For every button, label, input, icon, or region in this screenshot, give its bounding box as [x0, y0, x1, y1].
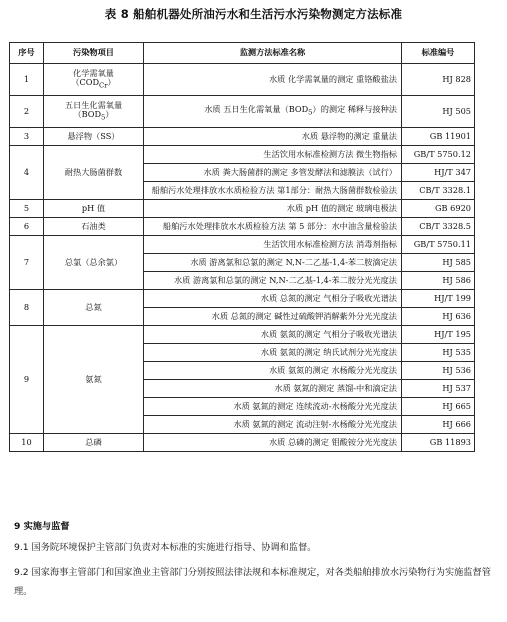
cell-no: 5 [10, 200, 44, 218]
cell-method: 船舶污水处理排放水水质检验方法 第 5 部分：水中油含量检验法 [144, 218, 402, 236]
cell-pollutant: 化学需氧量 $(COD_{Cr})$ [44, 64, 144, 96]
cell-pollutant: 五日生化需氧量 $(BOD_5)$ [44, 96, 144, 128]
cell-code: HJ/T 199 [402, 290, 475, 308]
cell-method: 水质 总氮的测定 碱性过硫酸钾消解紫外分光光度法 [144, 308, 402, 326]
cell-code: HJ 537 [402, 380, 475, 398]
table-row [10, 290, 475, 308]
cell-code: HJ 666 [402, 416, 475, 434]
header-code: 标准编号 [402, 43, 475, 64]
cell-code: HJ 828 [402, 64, 475, 96]
table-row [10, 434, 475, 452]
clause-9-2: 9.2 国家海事主管部门和国家渔业主管部门分别按照法律法规和本标准规定，对各类船舶排放水污染物行为实施监督管理。 [14, 567, 491, 597]
cell-no: 2 [10, 96, 44, 128]
section-9-heading: 9 实施与监督 [14, 521, 70, 532]
cell-method: 水质 游离氯和总氯的测定 N,N-二乙基-1,4-苯二胺分光光度法 [144, 272, 402, 290]
table-row [10, 236, 475, 254]
cell-method: 水质 氨氮的测定 水杨酸分光光度法 [144, 362, 402, 380]
cell-code: GB 6920 [402, 200, 475, 218]
cell-no: 1 [10, 64, 44, 96]
cell-method: 水质 氨氮的测定 蒸馏-中和滴定法 [144, 380, 402, 398]
cell-method: 水质 总氮的测定 气相分子吸收光谱法 [144, 290, 402, 308]
cell-code: HJ/T 347 [402, 164, 475, 182]
cell-code: HJ 665 [402, 398, 475, 416]
cell-pollutant: 总氮 [44, 290, 144, 326]
cell-code: HJ 586 [402, 272, 475, 290]
cell-method: 水质 悬浮物的测定 重量法 [144, 128, 402, 146]
standards-table [9, 42, 475, 452]
cell-code: CB/T 3328.5 [402, 218, 475, 236]
cell-code: HJ 536 [402, 362, 475, 380]
cell-code: HJ 505 [402, 96, 475, 128]
table-row [10, 128, 475, 146]
cell-method: 水质 pH 值的测定 玻璃电极法 [144, 200, 402, 218]
cell-code: HJ/T 195 [402, 326, 475, 344]
cell-code: HJ 585 [402, 254, 475, 272]
cell-pollutant: 悬浮物（SS） [44, 128, 144, 146]
table-header-row [10, 43, 475, 64]
table-row [10, 326, 475, 344]
cell-method: 水质 游离氯和总氯的测定 N,N-二乙基-1,4-苯二胺滴定法 [144, 254, 402, 272]
cell-method: 水质 总磷的测定 钼酸铵分光光度法 [144, 434, 402, 452]
table-title: 表 8 船舶机器处所油污水和生活污水污染物测定方法标准 [104, 7, 403, 21]
cell-no: 7 [10, 236, 44, 290]
cell-code: CB/T 3328.1 [402, 182, 475, 200]
cell-code: GB/T 5750.11 [402, 236, 475, 254]
cell-no: 9 [10, 326, 44, 434]
table-row [10, 96, 475, 128]
clause-9-1: 9.1 国务院环境保护主管部门负责对本标准的实施进行指导、协调和监督。 [14, 542, 317, 553]
table-row [10, 200, 475, 218]
table-row [10, 64, 475, 96]
cell-no: 8 [10, 290, 44, 326]
cell-method: 水质 氨氮的测定 气相分子吸收光谱法 [144, 326, 402, 344]
cell-method: 水质 五日生化需氧量$(BOD_5)$的测定 稀释与接种法 [144, 96, 402, 128]
cell-method: 生活饮用水标准检测方法 微生物指标 [144, 146, 402, 164]
cell-method: 水质 粪大肠菌群的测定 多管发酵法和滤膜法（试行） [144, 164, 402, 182]
cell-pollutant: 耐热大肠菌群数 [44, 146, 144, 200]
cell-method: 船舶污水处理排放水水质检验方法 第1部分：耐热大肠菌群数检验法 [144, 182, 402, 200]
cell-pollutant: pH 值 [44, 200, 144, 218]
table-row [10, 146, 475, 164]
cell-method: 水质 化学需氧量的测定 重铬酸盐法 [144, 64, 402, 96]
table-row [10, 218, 475, 236]
cell-code: GB/T 5750.12 [402, 146, 475, 164]
cell-pollutant: 氨氮 [44, 326, 144, 434]
cell-method: 生活饮用水标准检测方法 消毒剂指标 [144, 236, 402, 254]
cell-no: 6 [10, 218, 44, 236]
cell-method: 水质 氨氮的测定 流动注射-水杨酸分光光度法 [144, 416, 402, 434]
cell-method: 水质 氨氮的测定 连续流动-水杨酸分光光度法 [144, 398, 402, 416]
cell-pollutant: 石油类 [44, 218, 144, 236]
cell-method: 水质 氨氮的测定 纳氏试剂分光光度法 [144, 344, 402, 362]
cell-code: GB 11901 [402, 128, 475, 146]
cell-no: 4 [10, 146, 44, 200]
cell-code: HJ 535 [402, 344, 475, 362]
cell-no: 10 [10, 434, 44, 452]
header-method: 监测方法标准名称 [144, 43, 402, 64]
cell-pollutant: 总氯（总余氯） [44, 236, 144, 290]
cell-code: GB 11893 [402, 434, 475, 452]
cell-pollutant: 总磷 [44, 434, 144, 452]
cell-no: 3 [10, 128, 44, 146]
header-no: 序号 [10, 43, 44, 64]
header-pollutant: 污染物项目 [44, 43, 144, 64]
cell-code: HJ 636 [402, 308, 475, 326]
